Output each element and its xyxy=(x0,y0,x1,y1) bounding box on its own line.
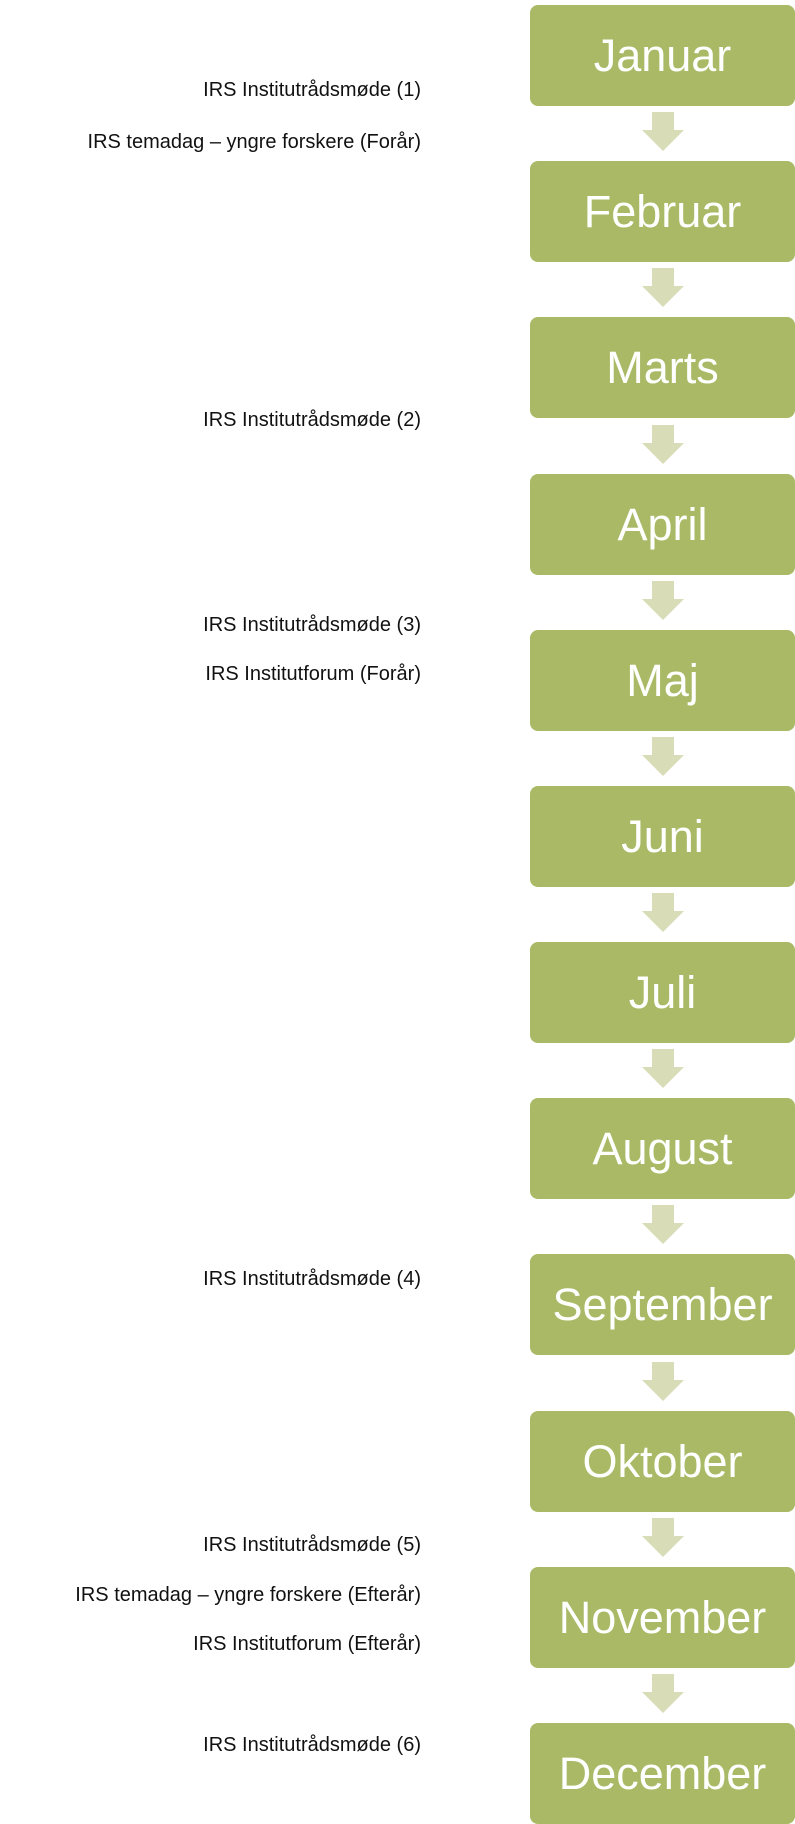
down-arrow-icon xyxy=(642,425,684,464)
month-box-juni: Juni xyxy=(530,786,795,887)
event-label: IRS Institutrådsmøde (6) xyxy=(203,1734,421,1756)
down-arrow-icon xyxy=(642,1205,684,1244)
month-box-februar: Februar xyxy=(530,161,795,262)
event-label: IRS Institutrådsmøde (3) xyxy=(203,614,421,636)
month-box-maj: Maj xyxy=(530,630,795,731)
month-box-november: November xyxy=(530,1567,795,1668)
month-box-december: December xyxy=(530,1723,795,1824)
event-label: IRS Institutrådsmøde (1) xyxy=(203,79,421,101)
down-arrow-icon xyxy=(642,1674,684,1713)
down-arrow-icon xyxy=(642,112,684,151)
down-arrow-icon xyxy=(642,1362,684,1401)
down-arrow-icon xyxy=(642,1049,684,1088)
month-box-august: August xyxy=(530,1098,795,1199)
month-box-januar: Januar xyxy=(530,5,795,106)
month-box-april: April xyxy=(530,474,795,575)
event-label: IRS Institutforum (Efterår) xyxy=(193,1633,421,1655)
event-label: IRS Institutrådsmøde (2) xyxy=(203,409,421,431)
down-arrow-icon xyxy=(642,581,684,620)
month-box-oktober: Oktober xyxy=(530,1411,795,1512)
cropped-text-fragment xyxy=(246,0,286,3)
event-label: IRS Institutforum (Forår) xyxy=(205,663,421,685)
event-label: IRS temadag – yngre forskere (Forår) xyxy=(87,131,421,153)
month-box-september: September xyxy=(530,1254,795,1355)
down-arrow-icon xyxy=(642,737,684,776)
down-arrow-icon xyxy=(642,268,684,307)
event-label: IRS Institutrådsmøde (5) xyxy=(203,1534,421,1556)
down-arrow-icon xyxy=(642,893,684,932)
month-box-marts: Marts xyxy=(530,317,795,418)
event-label: IRS Institutrådsmøde (4) xyxy=(203,1268,421,1290)
event-label: IRS temadag – yngre forskere (Efterår) xyxy=(75,1584,421,1606)
month-box-juli: Juli xyxy=(530,942,795,1043)
down-arrow-icon xyxy=(642,1518,684,1557)
